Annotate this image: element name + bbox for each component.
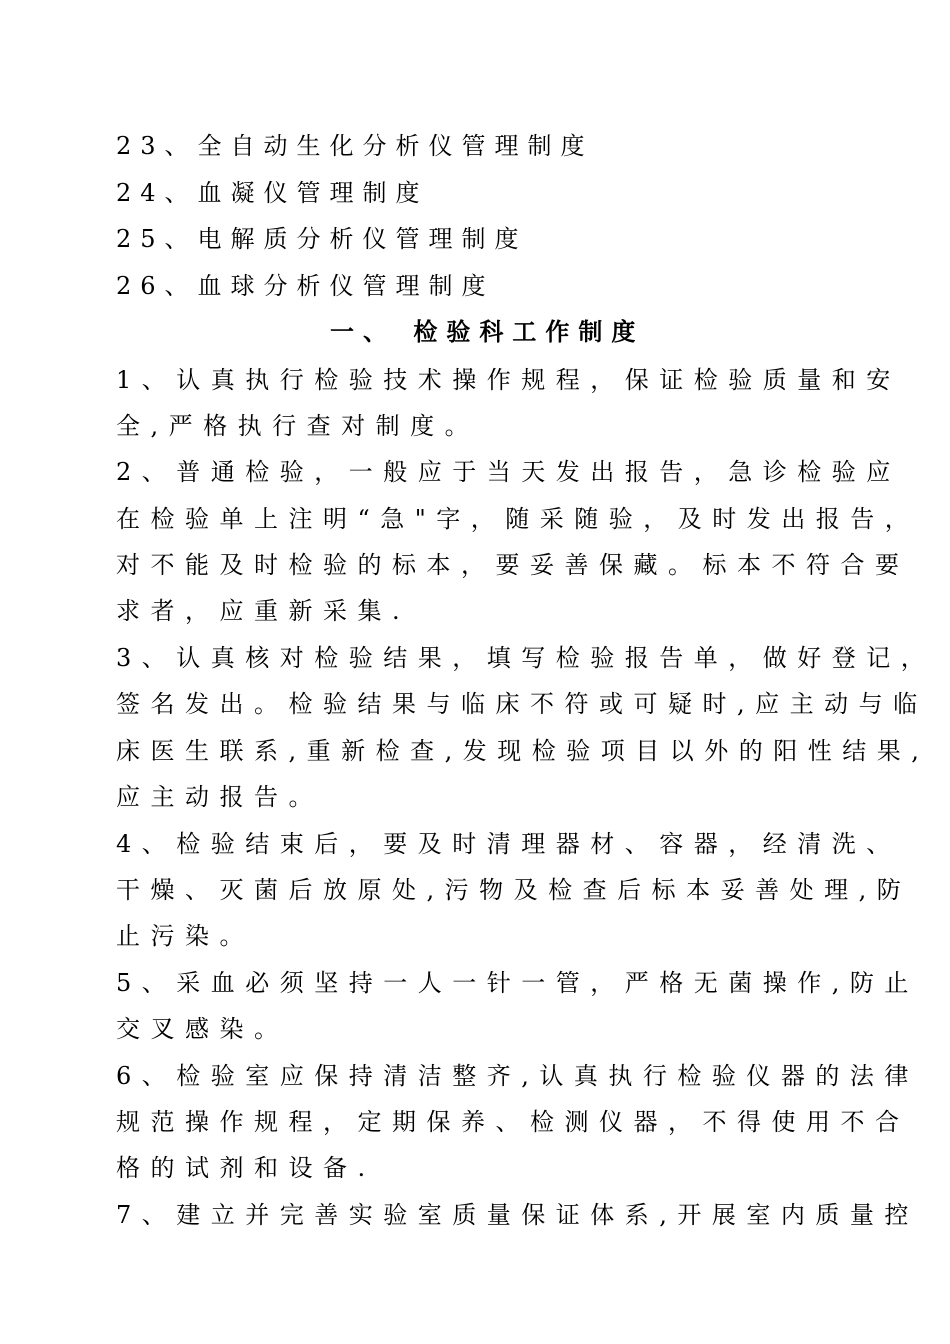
paragraph-line: 交叉感染。 bbox=[116, 1015, 289, 1043]
toc-item-23: 23、全自动生化分析仪管理制度 bbox=[116, 132, 594, 160]
paragraph-line: 干燥、灭菌后放原处,污物及检查后标本妥善处理,防 bbox=[116, 876, 912, 904]
paragraph-line: 止污染。 bbox=[116, 922, 254, 950]
paragraph-line: 在检验单上注明“急"字，随采随验，及时发出报告， bbox=[116, 505, 920, 533]
toc-item-26: 26、血球分析仪管理制度 bbox=[116, 272, 495, 300]
paragraph-line: 1、认真执行检验技术操作规程，保证检验质量和安 bbox=[116, 366, 901, 394]
paragraph-line: 规范操作规程，定期保养、检测仪器，不得使用不合 bbox=[116, 1108, 910, 1136]
paragraph-line: 对不能及时检验的标本，要妥善保藏。标本不符合要 bbox=[116, 551, 910, 579]
paragraph-line: 6、检验室应保持清洁整齐,认真执行检验仪器的法律 bbox=[116, 1062, 919, 1090]
paragraph-line: 7、建立并完善实验室质量保证体系,开展室内质量控 bbox=[116, 1201, 919, 1229]
paragraph-line: 5、采血必须坚持一人一针一管，严格无菌操作,防止 bbox=[116, 969, 919, 997]
paragraph-line: 求者，应重新采集. bbox=[116, 597, 411, 625]
toc-item-25: 25、电解质分析仪管理制度 bbox=[116, 225, 528, 253]
paragraph-line: 3、认真核对检验结果，填写检验报告单，做好登记， bbox=[116, 644, 936, 672]
paragraph-line: 签名发出。检验结果与临床不符或可疑时,应主动与临 bbox=[116, 690, 928, 718]
paragraph-line: 2、普通检验，一般应于当天发出报告，急诊检验应 bbox=[116, 458, 901, 486]
paragraph-line: 全,严格执行查对制度。 bbox=[116, 412, 480, 440]
section-heading: 一、 检验科工作制度 bbox=[330, 317, 645, 346]
paragraph-line: 床医生联系,重新检查,发现检验项目以外的阳性结果, bbox=[116, 737, 930, 765]
paragraph-line: 格的试剂和设备. bbox=[116, 1154, 376, 1182]
paragraph-line: 应主动报告。 bbox=[116, 783, 323, 811]
toc-item-24: 24、血凝仪管理制度 bbox=[116, 179, 429, 207]
paragraph-line: 4、检验结束后，要及时清理器材、容器，经清洗、 bbox=[116, 830, 901, 858]
